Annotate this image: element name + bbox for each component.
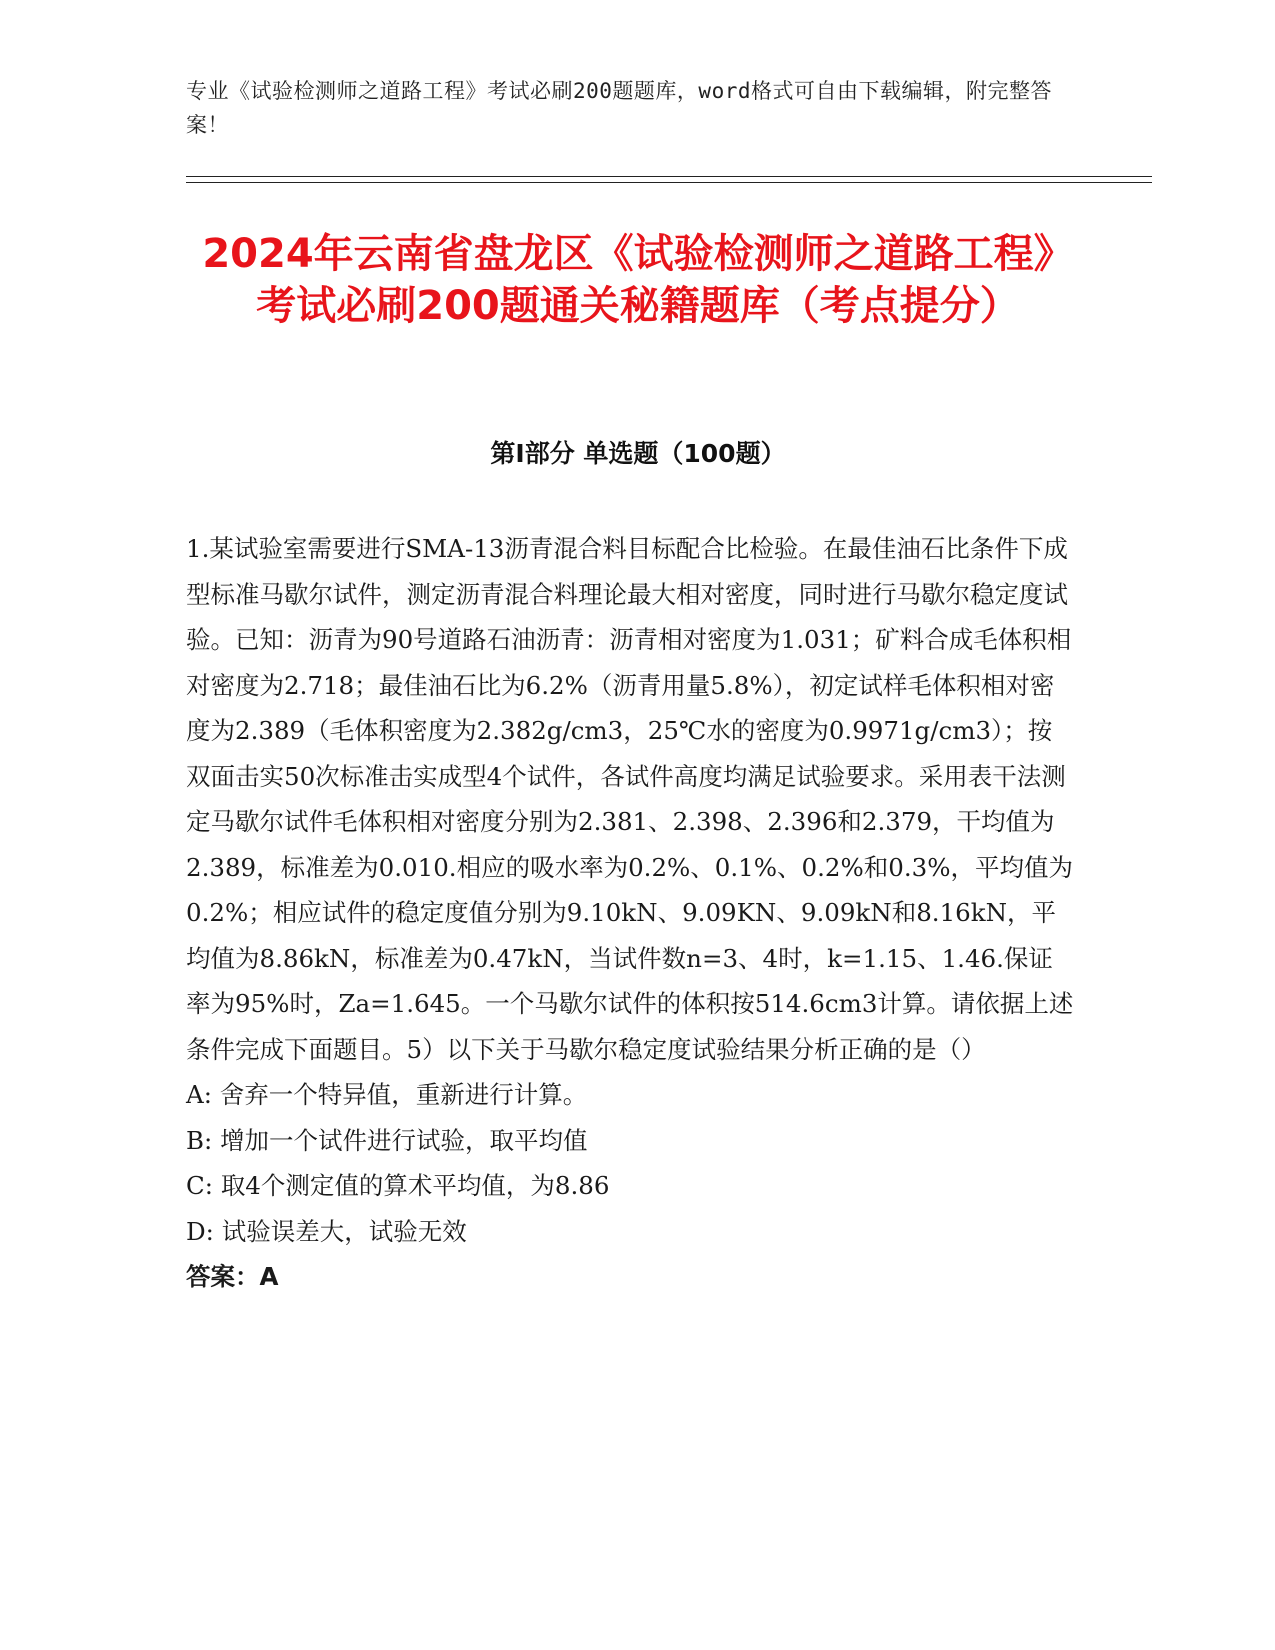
answer-label: 答案： xyxy=(186,1262,260,1291)
header-rule-bottom xyxy=(186,182,1152,183)
answer-value: A xyxy=(259,1262,279,1291)
document-title: 2024年云南省盘龙区《试验检测师之道路工程》考试必刷200题通关秘籍题库（考点提分） xyxy=(202,231,1074,329)
option-b-text: 增加一个试件进行试验，取平均值 xyxy=(220,1125,588,1155)
option-b-key: B: xyxy=(186,1125,213,1155)
header-note: 专业《试验检测师之道路工程》考试必刷200题题库，word格式可自由下载编辑，附完整答案！ xyxy=(186,79,1052,137)
question-block xyxy=(186,526,1076,1300)
option-c-key: C: xyxy=(186,1171,214,1200)
option-d xyxy=(186,1209,1076,1255)
option-d-key: D: xyxy=(186,1216,214,1246)
answer-line xyxy=(186,1254,1076,1300)
option-a xyxy=(186,1072,1076,1118)
option-d-text: 试验误差大，试验无效 xyxy=(221,1216,467,1246)
option-c-text: 取4个测定值的算术平均值，为8.86 xyxy=(220,1171,610,1200)
option-a-key: A: xyxy=(186,1080,212,1109)
option-b xyxy=(186,1118,1076,1164)
option-a-text: 舍弃一个特异值，重新进行计算。 xyxy=(219,1080,588,1109)
option-c xyxy=(186,1163,1076,1209)
header-rule-top xyxy=(186,176,1152,177)
question-stem: 1.某试验室需要进行SMA-13沥青混合料目标配合比检验。在最佳油石比条件下成型标准马歇尔试件，测定沥青混合料理论最大相对密度，同时进行马歇尔稳定度试验。已知：沥青为90号道路石油沥青：沥青相对密度为1.031；矿料合成毛体积相对密度为2.718；最佳油石比为6.2%（沥青用量5.8%），初定试样毛体积相对密度为2.389（毛体积密度为2.382g/cm3，25℃水的密度为0.9971g/cm3）；按双面击实50次标准击实成型4个试件，各试件高度均满足试验要求。采用表干法测定马歇尔试件毛体积相对密度分别为2.381、2.398、2.396和2.379，干均值为2.389，标准差为0.010.相应的吸水率为0.2%、0.1%、0.2%和0.3%，平均值为0.2%；相应试件的稳定度值分别为9.10kN、9.09KN、9.09kN和8.16kN，平均值为8.86kN，标准差为0.47kN，当试件数n=3、4时，k=1.15、1.46.保证率为95%时，Za=1.645。一个马歇尔试件的体积按514.6cm3计算。请依据上述条件完成下面题目。5）以下关于马歇尔稳定度试验结果分析正确的是（） xyxy=(186,534,1074,1064)
section-heading: 第Ⅰ部分 单选题（100题） xyxy=(490,439,786,468)
